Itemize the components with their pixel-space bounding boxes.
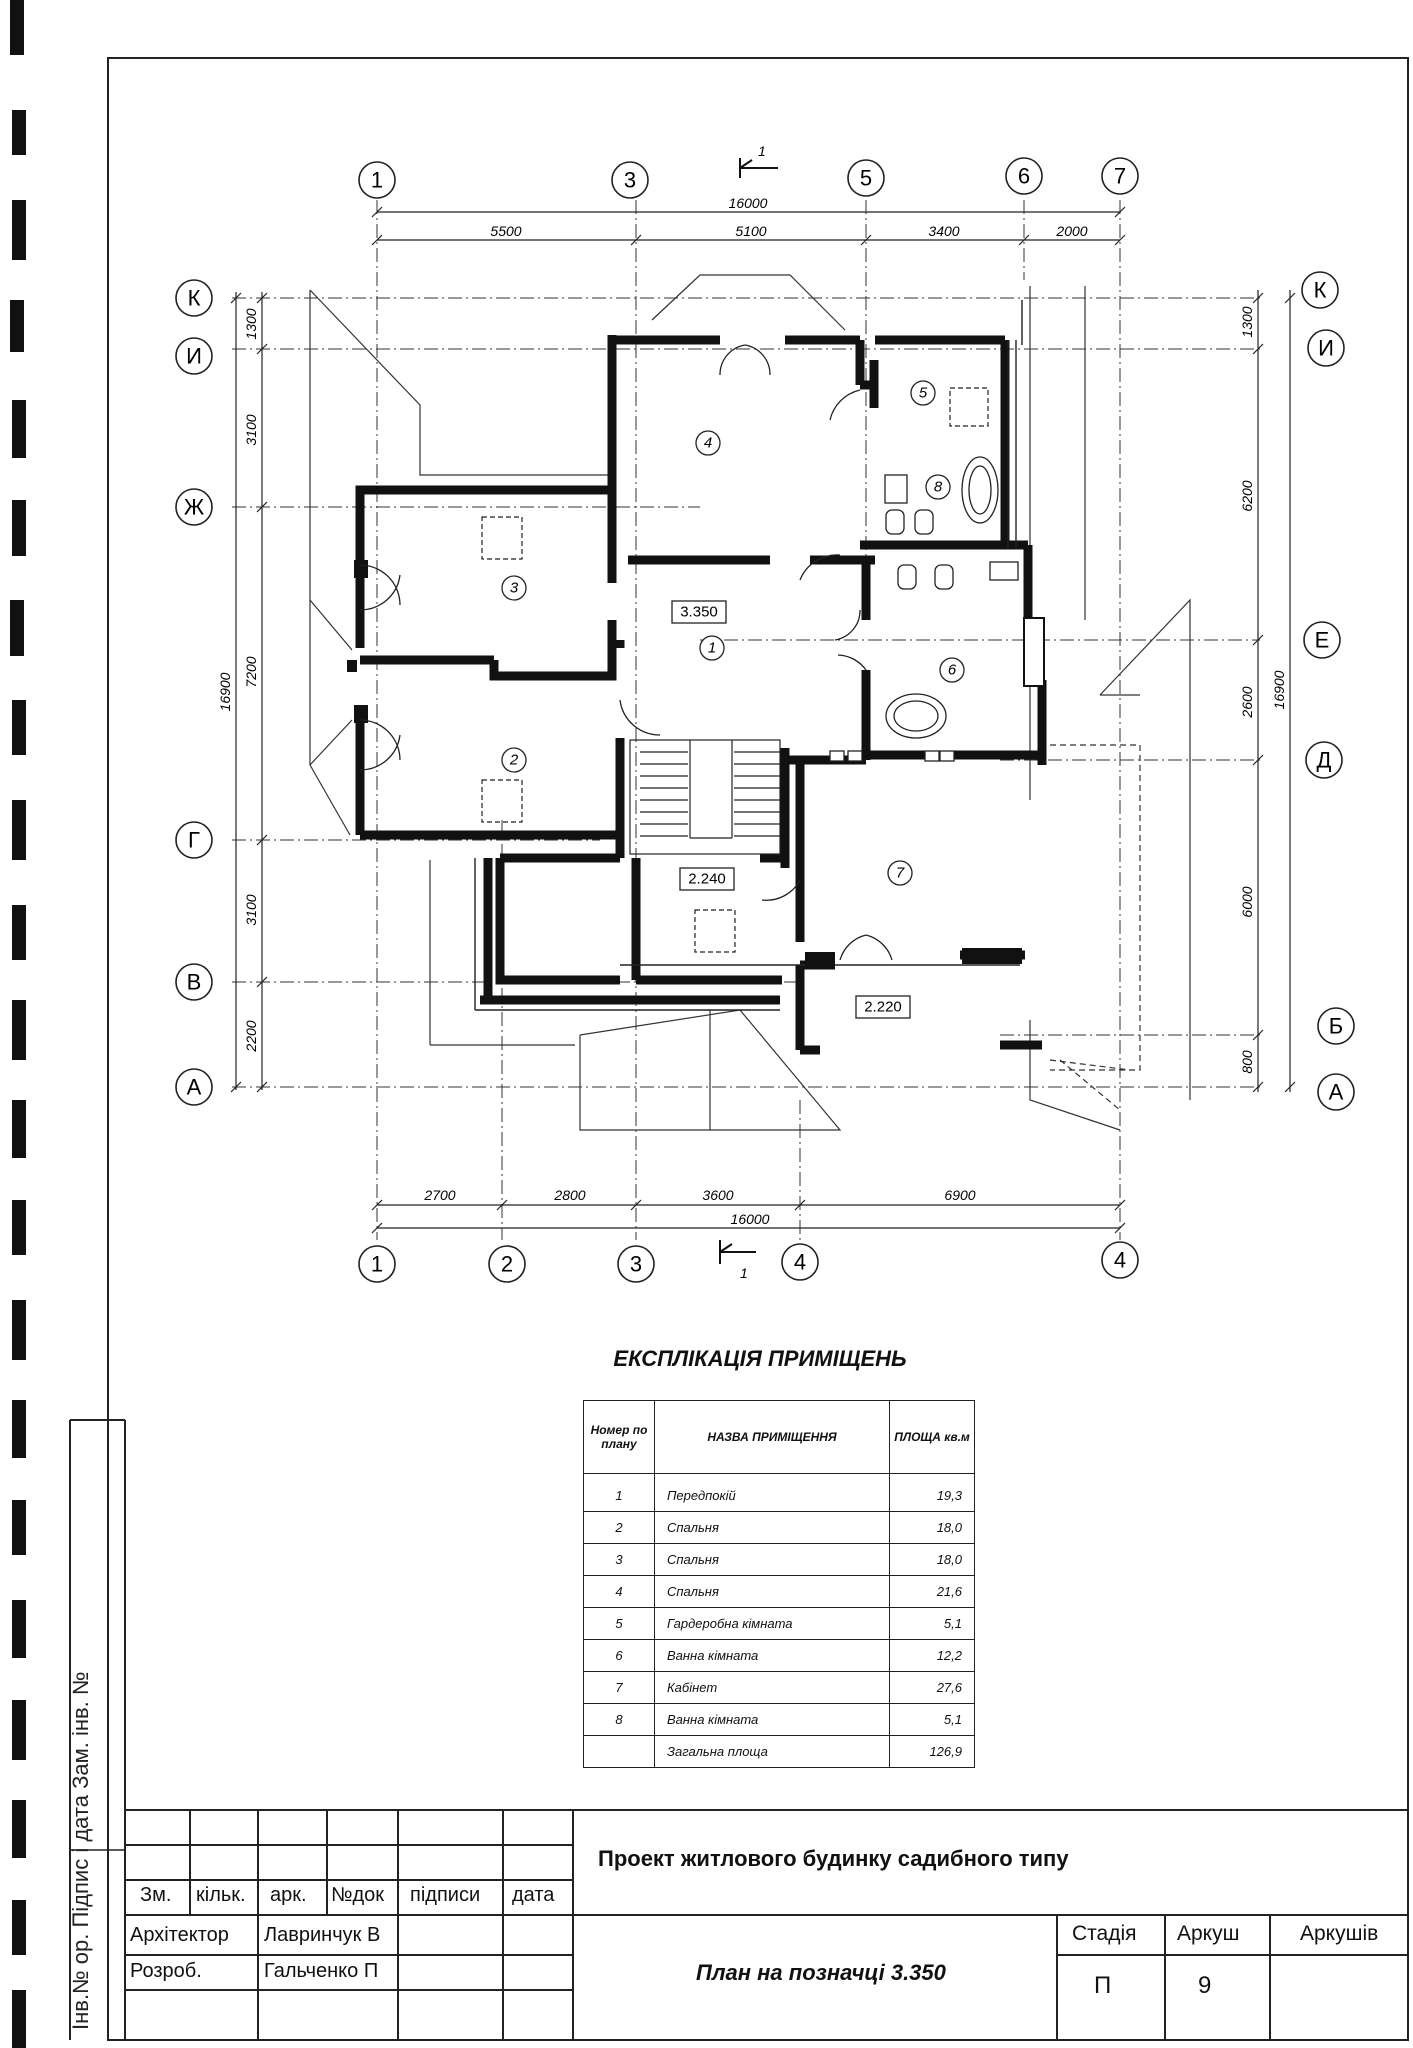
room-number-7: 7 [895, 864, 905, 882]
stamp-role-architect: Архітектор [130, 1924, 229, 1946]
left-axis-V: В [186, 969, 202, 995]
top-axis-6: 6 [1017, 163, 1031, 189]
left-dim-4: 3100 [243, 894, 259, 926]
right-dim-1: 1300 [1239, 306, 1255, 338]
project-title: Проект житлового будинку садибного типу [598, 1846, 1069, 1871]
stamp-header-ark: арк. [270, 1884, 307, 1906]
table-row: 4 Спальня 21,6 [584, 1576, 975, 1608]
explication-table [583, 1400, 975, 1768]
room-number-3: 3 [509, 579, 519, 597]
top-dim-1: 5500 [490, 223, 522, 239]
bottom-axis-4b: 4 [1113, 1247, 1127, 1273]
left-total-dim: 16900 [217, 672, 233, 712]
left-axis-A: А [186, 1074, 202, 1100]
table-row: 7 Кабінет 27,6 [584, 1672, 975, 1704]
bottom-dim-4: 6900 [944, 1187, 976, 1203]
stamp-stage-header: Стадія [1072, 1922, 1137, 1945]
stamp-header-zm: Зм. [140, 1884, 172, 1906]
level-mark-2220: 2.220 [864, 998, 902, 1016]
stamp-header-ndok: №док [331, 1884, 384, 1906]
right-axis-bubbles [1302, 272, 1354, 1110]
stamp-sheet-header: Аркуш [1177, 1922, 1240, 1945]
bottom-axis-3: 3 [629, 1251, 643, 1277]
bottom-axis-1: 1 [370, 1251, 384, 1277]
right-dim-2: 6200 [1239, 480, 1255, 512]
stamp-sheets-header: Аркушів [1300, 1922, 1379, 1945]
margin-strip-text: Інв.№ ор. Підпис і дата Зам. інв. № [68, 1671, 93, 2030]
table-row: 8 Ванна кімната 5,1 [584, 1704, 975, 1736]
bottom-axis-2: 2 [500, 1251, 514, 1277]
top-axis-1: 1 [370, 167, 384, 193]
table-total-row: Загальна площа 126,9 [584, 1736, 975, 1768]
right-axis-A: А [1328, 1079, 1344, 1105]
staircase [630, 740, 780, 854]
stamp-name-developer: Гальченко П [264, 1960, 379, 1982]
room-number-8: 8 [933, 478, 943, 496]
top-dim-4: 2000 [1056, 223, 1088, 239]
right-dim-3: 2600 [1239, 686, 1255, 718]
stamp-name-architect: Лавринчук В [264, 1924, 381, 1946]
bottom-axis-4a: 4 [793, 1249, 807, 1275]
left-axis-Zh: Ж [183, 494, 205, 520]
left-dim-3: 7200 [243, 656, 259, 688]
right-axis-E: Е [1314, 627, 1330, 653]
room-number-5: 5 [918, 384, 928, 402]
left-axis-K: К [187, 285, 201, 311]
bottom-dim-2: 2800 [554, 1187, 586, 1203]
stamp-header-pidpysy: підписи [410, 1884, 481, 1906]
top-dim-3: 3400 [928, 223, 960, 239]
table-row: 3 Спальня 18,0 [584, 1544, 975, 1576]
right-axis-K: К [1313, 277, 1327, 303]
room-number-4: 4 [703, 434, 713, 452]
explication-header-row [584, 1401, 975, 1474]
bottom-axis-bubbles [359, 1242, 1138, 1282]
table-row: 2 Спальня 18,0 [584, 1512, 975, 1544]
section-cut-bottom-label: 1 [740, 1265, 748, 1281]
right-axis-D: Д [1316, 747, 1332, 773]
left-dim-1: 1300 [243, 308, 259, 340]
stamp-sheet-value: 9 [1198, 1972, 1212, 1999]
col-area: ПЛОЩА кв.м [890, 1401, 975, 1474]
level-mark-3350: 3.350 [680, 603, 718, 621]
level-mark-2240: 2.240 [688, 870, 726, 888]
section-cut-top-label: 1 [758, 143, 766, 159]
right-dim-4: 6000 [1239, 886, 1255, 918]
stamp-header-kilk: кільк. [196, 1884, 246, 1906]
table-row: 6 Ванна кімната 12,2 [584, 1640, 975, 1672]
room-number-6: 6 [947, 661, 957, 679]
bottom-total-dim: 16000 [730, 1211, 770, 1227]
explication-title: ЕКСПЛІКАЦІЯ ПРИМІЩЕНЬ [613, 1346, 907, 1371]
col-room-name: НАЗВА ПРИМІЩЕННЯ [655, 1401, 890, 1474]
stamp-stage-value: П [1094, 1972, 1112, 1999]
binding-marks [10, 0, 26, 2048]
right-dim-5: 800 [1239, 1050, 1255, 1074]
col-room-number: Номер по плану [584, 1401, 655, 1474]
table-row: 1 Передпокій 19,3 [584, 1474, 975, 1512]
top-axis-7: 7 [1113, 163, 1127, 189]
left-dim-2: 3100 [243, 414, 259, 446]
sheet-title: План на позначці 3.350 [696, 1960, 946, 1985]
right-axis-I: И [1318, 335, 1334, 361]
top-total-dim: 16000 [728, 195, 768, 211]
room-number-2: 2 [509, 751, 519, 769]
top-dim-2: 5100 [735, 223, 767, 239]
stamp-role-developer: Розроб. [130, 1960, 202, 1982]
room-number-1: 1 [707, 639, 717, 657]
bottom-dim-3: 3600 [702, 1187, 734, 1203]
table-row: 5 Гардеробна кімната 5,1 [584, 1608, 975, 1640]
right-total-dim: 16900 [1271, 670, 1287, 710]
top-axis-3: 3 [623, 167, 637, 193]
stamp-header-data: дата [512, 1884, 555, 1906]
bottom-dim-1: 2700 [424, 1187, 456, 1203]
left-dim-5: 2200 [243, 1020, 259, 1052]
floor-plan [176, 143, 1354, 1282]
top-axis-5: 5 [859, 165, 873, 191]
right-axis-B: Б [1328, 1013, 1344, 1039]
left-axis-G: Г [188, 827, 200, 853]
left-axis-I: И [186, 343, 202, 369]
